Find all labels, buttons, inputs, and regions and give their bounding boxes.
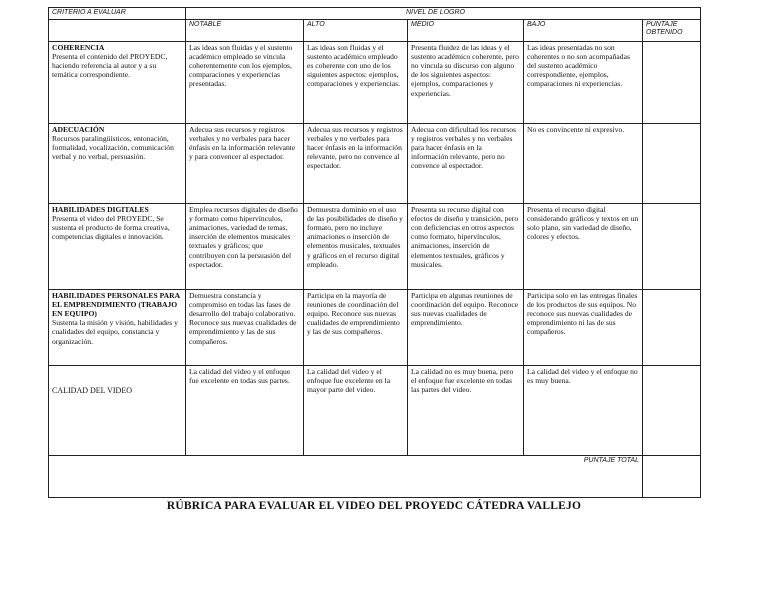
header-row-1	[49, 8, 701, 20]
score-cell	[643, 290, 701, 366]
criterion-cell	[49, 124, 186, 204]
score-cell	[643, 124, 701, 204]
level-bajo-cell: Participa solo en las entregas finales de los productos de sus equipos. No reconoce sus nuevas cualidades de emprendimiento ni las de sus compañeros.	[524, 290, 643, 366]
criterion-title: CALIDAD DEL VIDEO	[49, 366, 186, 456]
rubric-table	[48, 7, 701, 498]
criterion-description: Presenta el video del PROYEDC, Se sustenta el producto de forma creativa, competencias digitales e innovación.	[52, 214, 170, 242]
level-bajo-cell: La calidad del video y el enfoque no es muy buena.	[524, 366, 643, 456]
total-score-cell	[643, 456, 701, 498]
criterion-cell	[49, 290, 186, 366]
level-medio-cell: Adecua con dificultad los recursos y registros verbales y no verbales para hacer énfasis en la información relevante, pero no convence al espectador.	[408, 124, 524, 204]
score-cell	[643, 42, 701, 124]
header-row-2	[49, 20, 701, 42]
level-bajo-cell: Las ideas presentadas no son coherentes o no son acompañadas del sustento académico correspondiente, ejemplos, comparaciones ni experiencias.	[524, 42, 643, 124]
header-nivel: NIVEL DE LOGRO	[186, 8, 701, 20]
level-notable-cell: Adecua sus recursos y registros verbales y no verbales para hacer énfasis en la información relevante y para convencer al espectador.	[186, 124, 304, 204]
criterion-title: HABILIDADES PERSONALES PARA EL EMPRENDIMIENTO (TRABAJO EN EQUIPO)	[52, 291, 180, 319]
total-row	[49, 456, 701, 498]
criterion-cell	[49, 42, 186, 124]
header-notable: NOTABLE	[186, 20, 304, 42]
level-notable-cell: La calidad del video y el enfoque fue excelente en todas sus partes.	[186, 366, 304, 456]
header-empty-cell	[49, 20, 186, 42]
header-alto: ALTO	[304, 20, 408, 42]
header-puntaje: PUNTAJE OBTENIDO	[643, 20, 701, 42]
level-notable-cell: Emplea recursos digitales de diseño y formato como hipervínculos, animaciones, variedad de temas, inserción de elementos musicales textuales y gráficos; que contribuyen con la persuasión del espectador.	[186, 204, 304, 290]
rubric-row-habilidades-personales	[49, 290, 701, 366]
rubric-row-adecuacion	[49, 124, 701, 204]
level-notable-cell: Las ideas son fluidas y el sustento académico empleado se vincula coherentemente con los ejemplos, comparaciones y experiencias presentadas.	[186, 42, 304, 124]
level-notable-cell: Demuestra constancia y compromiso en todas las fases de desarrollo del trabajo colaborativo. Reconoce sus nuevas cualidades de emprendimiento y las de sus compañeros.	[186, 290, 304, 366]
criterion-description: Recursos paralingüísticos, entonación, formalidad, vocalización, comunicación verbal y no verbal, persuasión.	[52, 134, 174, 162]
level-alto-cell: Participa en la mayoría de reuniones de coordinación del equipo. Reconoce sus nuevas cualidades de emprendimiento y las de sus compañeros.	[304, 290, 408, 366]
level-medio-cell: Participa en algunas reuniones de coordinación del equipo. Reconoce sus nuevas cualidades de emprendimiento.	[408, 290, 524, 366]
score-cell	[643, 366, 701, 456]
level-alto-cell: Adecua sus recursos y registros verbales y no verbales para hacer énfasis en la información relevante, pero no convence al espectador.	[304, 124, 408, 204]
criterion-title: COHERENCIA	[52, 43, 105, 52]
criterion-title: ADECUACIÓN	[52, 125, 105, 134]
criterion-cell	[49, 204, 186, 290]
score-cell	[643, 204, 701, 290]
rubric-row-calidad-video	[49, 366, 701, 456]
header-medio: MEDIO	[408, 20, 524, 42]
level-bajo-cell: Presenta el recurso digital considerando gráficos y textos en un solo plano, sin variedad de diseño, colores y efectos.	[524, 204, 643, 290]
criterion-title: HABILIDADES DIGITALES	[52, 205, 149, 214]
rubric-row-coherencia	[49, 42, 701, 124]
level-bajo-cell: No es convincente ni expresivo.	[524, 124, 643, 204]
document-caption: RÚBRICA PARA EVALUAR EL VIDEO DEL PROYEDC CÁTEDRA VALLEJO	[166, 500, 582, 512]
rubric-row-habilidades-digitales	[49, 204, 701, 290]
header-bajo: BAJO	[524, 20, 643, 42]
level-alto-cell: La calidad del video y el enfoque fue excelente en la mayor parte del video.	[304, 366, 408, 456]
level-alto-cell: Las ideas son fluidas y el sustento académico empleado es coherente con uno de los siguientes aspectos: ejemplos, comparaciones y experiencias.	[304, 42, 408, 124]
criterion-description: Presenta el contenido del PROYEDC, haciendo referencia al autor y a su temática correspondiente.	[52, 52, 168, 80]
level-medio-cell: Presenta su recurso digital con efectos de diseño y transición, pero con deficiencias en otros aspectos como formato, hipervínculos, animaciones, inserción de elementos textuales, gráficos y musicales.	[408, 204, 524, 290]
level-medio-cell: La calidad no es muy buena, pero el enfoque fue excelente en todas las partes del video.	[408, 366, 524, 456]
level-medio-cell: Presenta fluidez de las ideas y el sustento académico coherente, pero no vincula su discurso con alguno de los siguientes aspectos: ejemplos, comparaciones y experiencias.	[408, 42, 524, 124]
total-label: PUNTAJE TOTAL	[49, 456, 643, 498]
header-criterio: CRITERIO A EVALUAR	[49, 8, 186, 20]
criterion-description: Sustenta la misión y visión, habilidades y cualidades del equipo, constancia y organización.	[52, 318, 178, 346]
level-alto-cell: Demuestra dominio en el uso de las posibilidades de diseño y formato, pero no incluye animaciones o inserción de elementos musicales, textuales y gráficos en el recurso digital empleado.	[304, 204, 408, 290]
